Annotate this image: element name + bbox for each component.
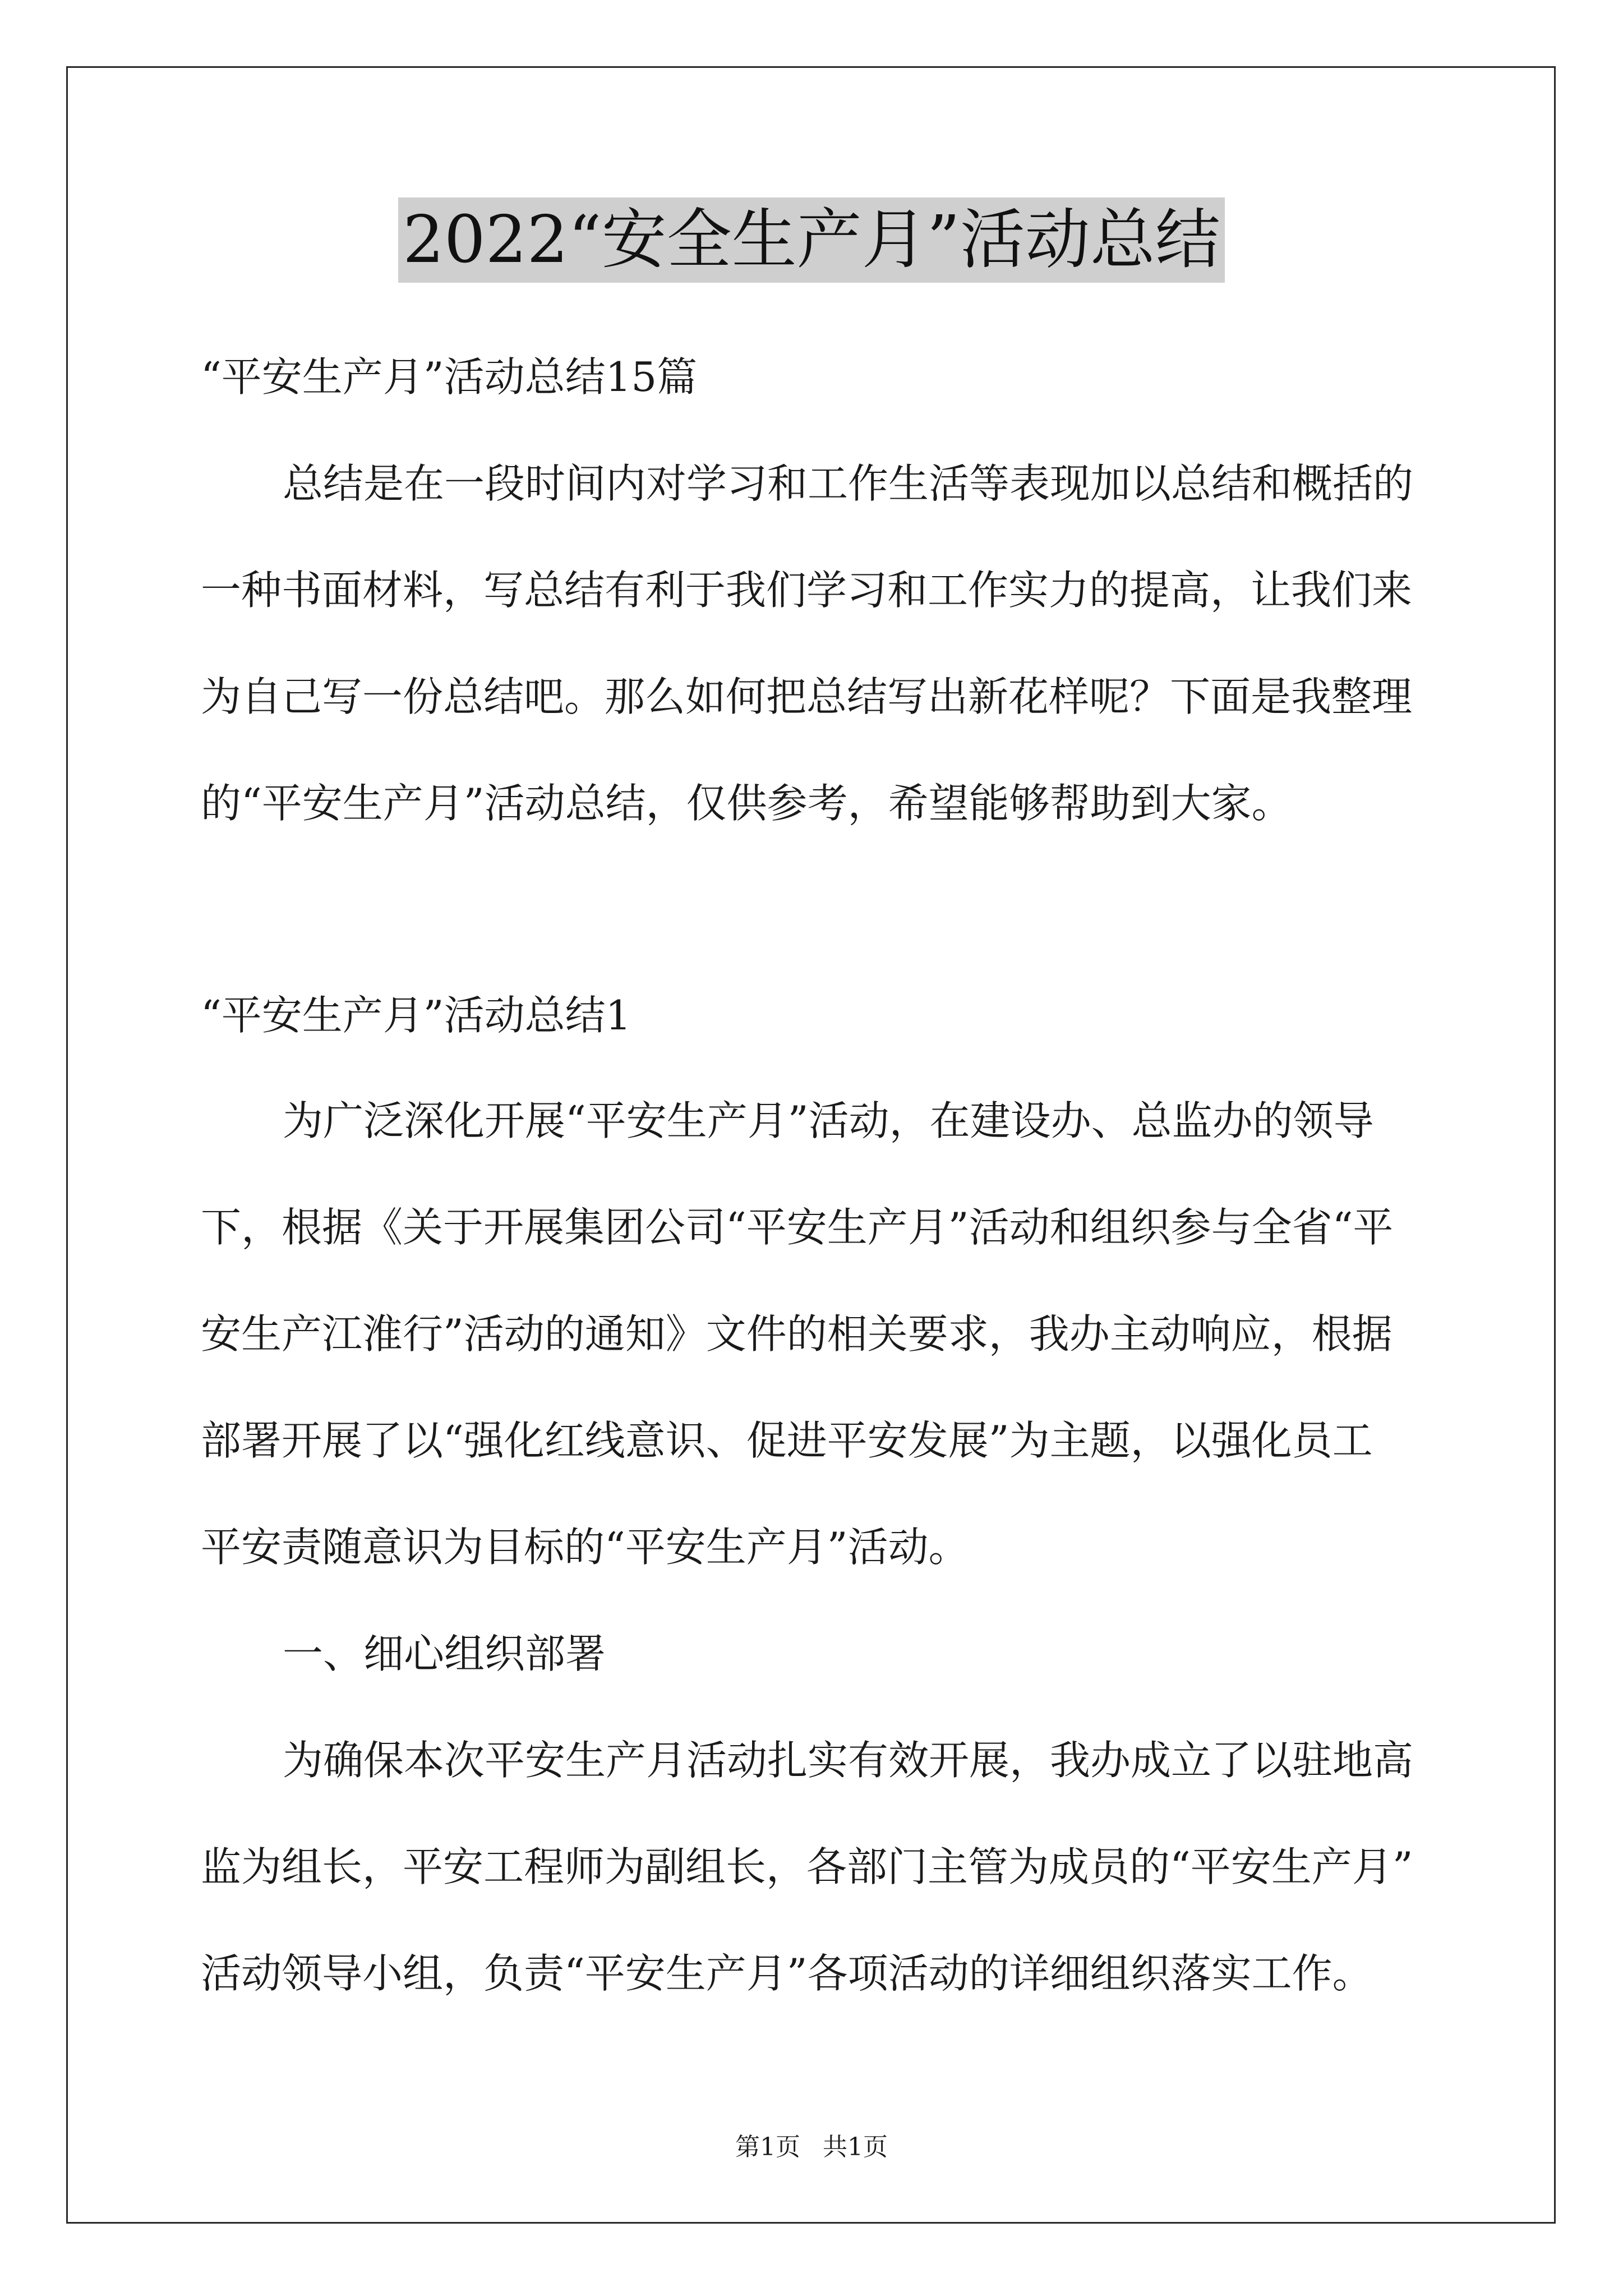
paragraph-line: 部署开展了以“强化红线意识、促进平安发展”为主题，以强化员工 [201,1417,1373,1464]
paragraph-line: 总结是在一段时间内对学习和工作生活等表现加以总结和概括的 [283,460,1414,507]
paragraph-line: 的“平安生产月”活动总结，仅供参考，希望能够帮助到大家。 [201,780,1292,827]
title-container [0,197,1623,283]
paragraph-line: 监为组长，平安工程师为副组长，各部门主管为成员的“平安生产月” [201,1843,1413,1890]
page-footer [0,2132,1623,2163]
page-number: 第1页 [735,2133,800,2161]
page-total: 共1页 [823,2133,888,2161]
document-title: 2022“安全生产月”活动总结 [398,197,1225,283]
subtitle: “平安生产月”活动总结15篇 [201,353,698,401]
paragraph-line: 安生产江淮行”活动的通知》文件的相关要求，我办主动响应，根据 [201,1310,1393,1358]
paragraph-line: 为自己写一份总结吧。那么如何把总结写出新花样呢？下面是我整理 [201,673,1413,720]
paragraph-line: 为确保本次平安生产月活动扎实有效开展，我办成立了以驻地高 [283,1737,1414,1784]
section-heading: “平安生产月”活动总结1 [201,992,631,1039]
paragraph-line: 一种书面材料，写总结有利于我们学习和工作实力的提高，让我们来 [201,567,1413,614]
paragraph-line: 平安责随意识为目标的“平安生产月”活动。 [201,1524,969,1571]
paragraph-line: 活动领导小组，负责“平安生产月”各项活动的详细组织落实工作。 [201,1950,1373,1997]
paragraph-line: 为广泛深化开展“平安生产月”活动，在建设办、总监办的领导 [283,1097,1374,1144]
sub-heading: 一、细心组织部署 [283,1630,606,1677]
paragraph-line: 下，根据《关于开展集团公司“平安生产月”活动和组织参与全省“平 [201,1204,1394,1251]
